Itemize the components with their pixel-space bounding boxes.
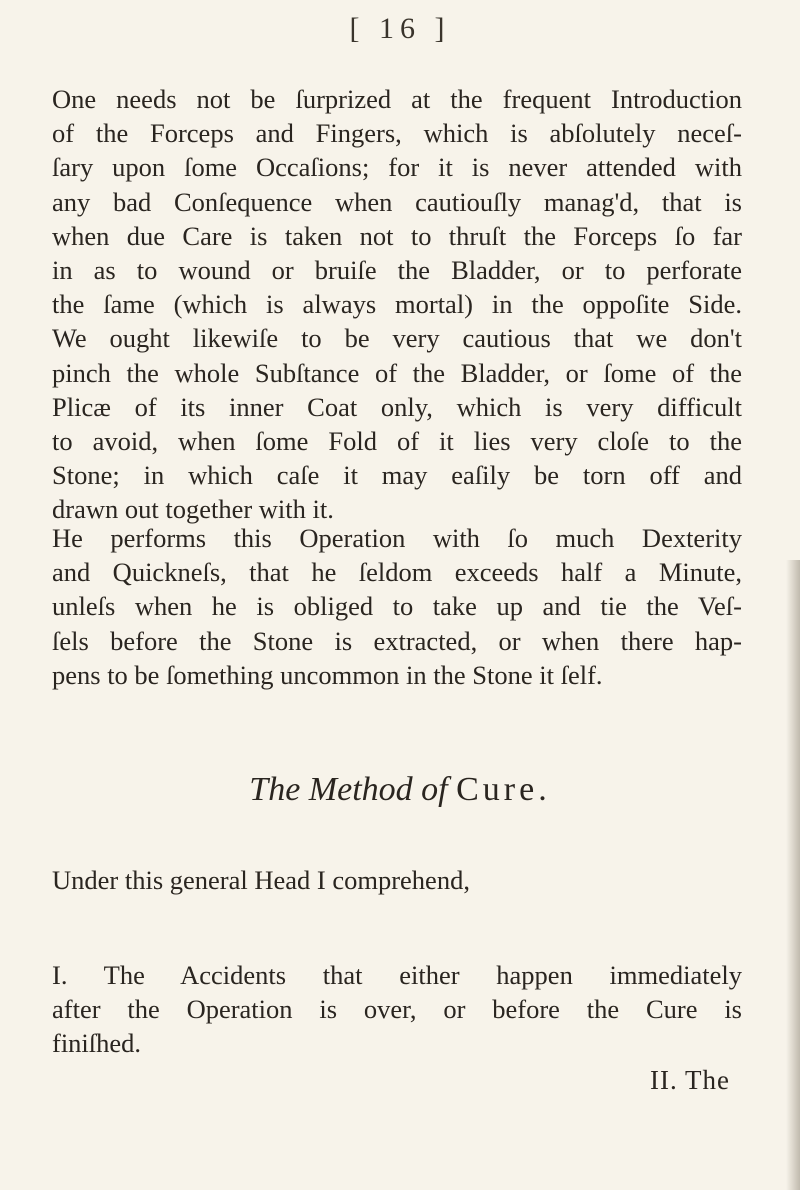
- paragraph-under-head: [52, 863, 742, 897]
- text-line: when due Care is taken not to thruſt the Forceps ſo far: [52, 220, 742, 251]
- text-line: drawn out together with it.: [52, 494, 334, 525]
- text-line: in as to wound or bruiſe the Bladder, or to perforate: [52, 255, 742, 286]
- text-line: I. The Accidents that either happen immediately: [52, 960, 742, 990]
- paragraph-forceps: [52, 82, 742, 527]
- text-line: after the Operation is over, or before the Cure is: [52, 994, 742, 1025]
- text-line: One needs not be ſurprized at the frequent Introduction: [52, 84, 742, 114]
- text-line: He performs this Operation with ſo much Dexterity: [52, 523, 742, 553]
- page-number: [ 16 ]: [349, 12, 451, 45]
- heading-italic: The Method of: [249, 771, 448, 808]
- text-line: pens to be ſomething uncommon in the Stone it ſelf.: [52, 659, 603, 690]
- text-line: finiſhed.: [52, 1028, 142, 1059]
- text-line: We ought likewiſe to be very cautious that we don't: [52, 323, 742, 354]
- catchword: II. The: [650, 1065, 730, 1095]
- page-edge-shadow: [786, 560, 800, 1190]
- paragraph-accidents: [52, 958, 742, 1061]
- text-line: Plicæ of its inner Coat only, which is very difficult: [52, 391, 742, 422]
- section-heading: [0, 771, 800, 809]
- text-line: unleſs when he is obliged to take up and tie the Veſ-: [52, 591, 742, 622]
- text-line: any bad Conſequence when cautiouſly manag'd, that is: [52, 186, 742, 217]
- text-line: and Quickneſs, that he ſeldom exceeds half a Minute,: [52, 557, 742, 588]
- text-line: pinch the whole Subſtance of the Bladder, or ſome of the: [52, 357, 742, 388]
- text-line: ſary upon ſome Occaſions; for it is never attended with: [52, 152, 742, 183]
- paragraph-dexterity: [52, 521, 742, 692]
- text-line: to avoid, when ſome Fold of it lies very cloſe to the: [52, 426, 742, 457]
- text-line: Under this general Head I comprehend,: [52, 865, 470, 895]
- text-line: of the Forceps and Fingers, which is abſolutely neceſ-: [52, 118, 742, 149]
- text-line: ſels before the Stone is extracted, or when there hap-: [52, 625, 742, 656]
- text-line: Stone; in which caſe it may eaſily be torn off and: [52, 460, 742, 491]
- heading-smallcaps: Cure.: [456, 771, 551, 808]
- text-line: the ſame (which is always mortal) in the oppoſite Side.: [52, 289, 742, 320]
